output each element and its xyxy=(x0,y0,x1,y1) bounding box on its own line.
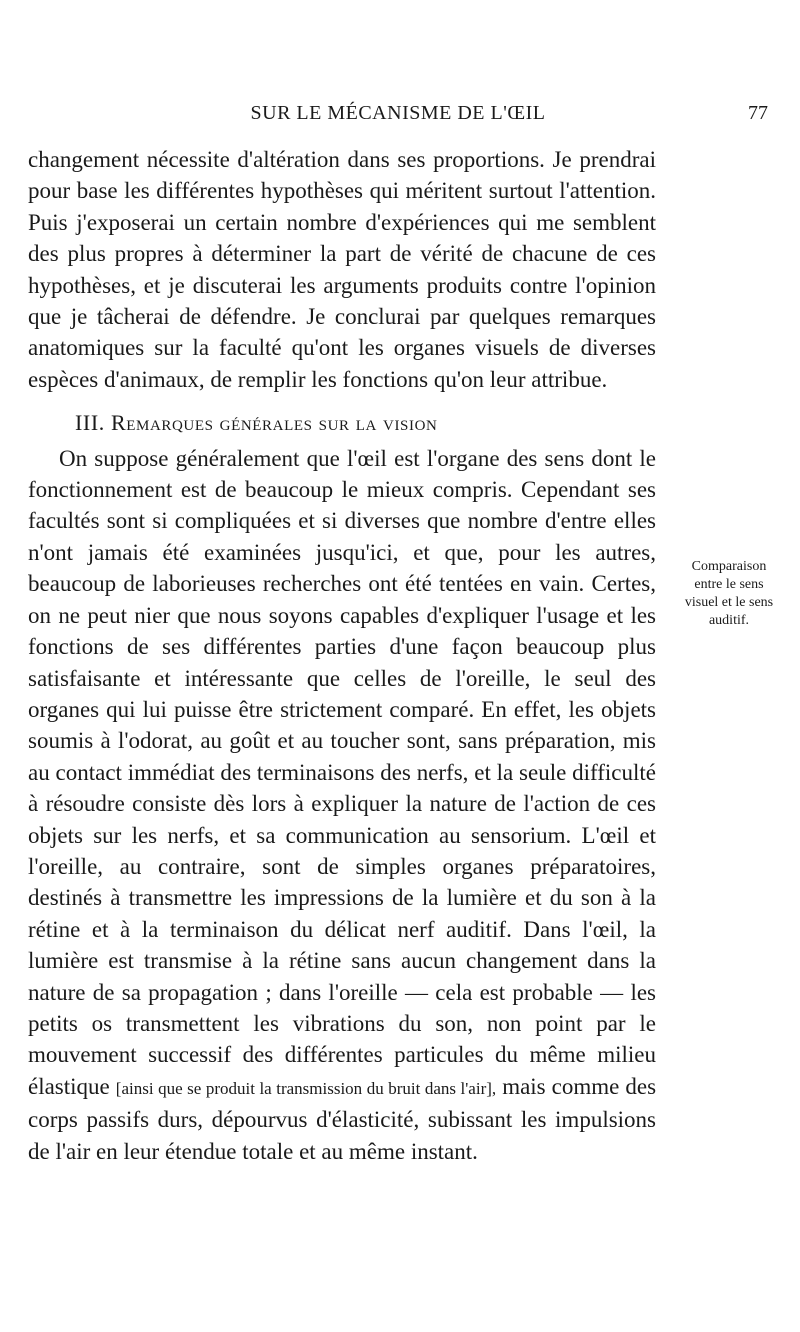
body-text xyxy=(28,144,656,1167)
paragraph-vision-end: mais comme des corps passifs durs, dépourvus d'élasticité, subissant les impulsions de l'air en leur étendue totale et au même instant. xyxy=(28,1073,657,1164)
margin-note xyxy=(664,558,794,630)
margin-note-line-1: Comparaison xyxy=(691,559,767,574)
margin-note-line-3: visuel et le sens xyxy=(684,595,774,610)
running-title: SUR LE MÉCANISME DE L'ŒIL xyxy=(250,102,546,124)
bracketed-note: [ainsi que se produit la transmission du bruit dans l'air], xyxy=(115,1078,497,1098)
paragraph-vision-main: On suppose généralement que l'œil est l'organe des sens dont le fonctionnement est de beaucoup le mieux compris. Cependant ses facultés sont si compliquées et si diverses que nombre d'entre elles n'ont jamais été examinées jusqu'ici, et que, pour les autres, beaucoup de laborieuses recherches ont été tentées en vain. Certes, on ne peut nier que nous soyons capables d'expliquer l'usage et les fonctions de ses différentes parties d'une façon beaucoup plus satisfaisante et intéressante que celles de l'oreille, le seul des organes qui lui puisse être strictement comparé. En effet, les objets soumis à l'odorat, au goût et au toucher sont, sans préparation, mis au contact immédiat des terminaisons des nerfs, et la seule difficulté à résoudre consiste dès lors à expliquer la nature de l'action de ces objets sur les nerfs, et sa communication au sensorium. L'œil et l'oreille, au contraire, sont de simples organes préparatoires, destinés à transmettre les impressions de la lumière et du son à la rétine et à la terminaison du délicat nerf auditif. Dans l'œil, la lumière est transmise à la rétine sans aucun changement dans la nature de sa propagation ; dans l'oreille — cela est probable — les petits os transmettent les vibrations du son, non point par le mouvement successif des différentes particules du même milieu élastique xyxy=(28,445,656,1099)
paragraph-vision xyxy=(28,443,656,1167)
margin-note-line-2: entre le sens xyxy=(694,577,764,592)
page-number: 77 xyxy=(748,102,768,124)
paragraph-continuation: changement nécessite d'altération dans ses proportions. Je prendrai pour base les différentes hypothèses qui méritent surtout l'attention. Puis j'exposerai un certain nombre d'expériences qui me semblent des plus propres à déterminer la part de vérité de chacune de ces hypothèses, et je discuterai les arguments produits contre l'opinion que je tâcherai de défendre. Je conclurai par quelques remarques anatomiques sur la faculté qu'ont les organes visuels de diverses espèces d'animaux, de remplir les fonctions qu'on leur attribue. xyxy=(28,147,656,392)
section-heading: III. Remarques générales sur la vision xyxy=(75,410,438,436)
margin-note-line-4: auditif. xyxy=(708,613,750,628)
running-head xyxy=(28,102,768,126)
